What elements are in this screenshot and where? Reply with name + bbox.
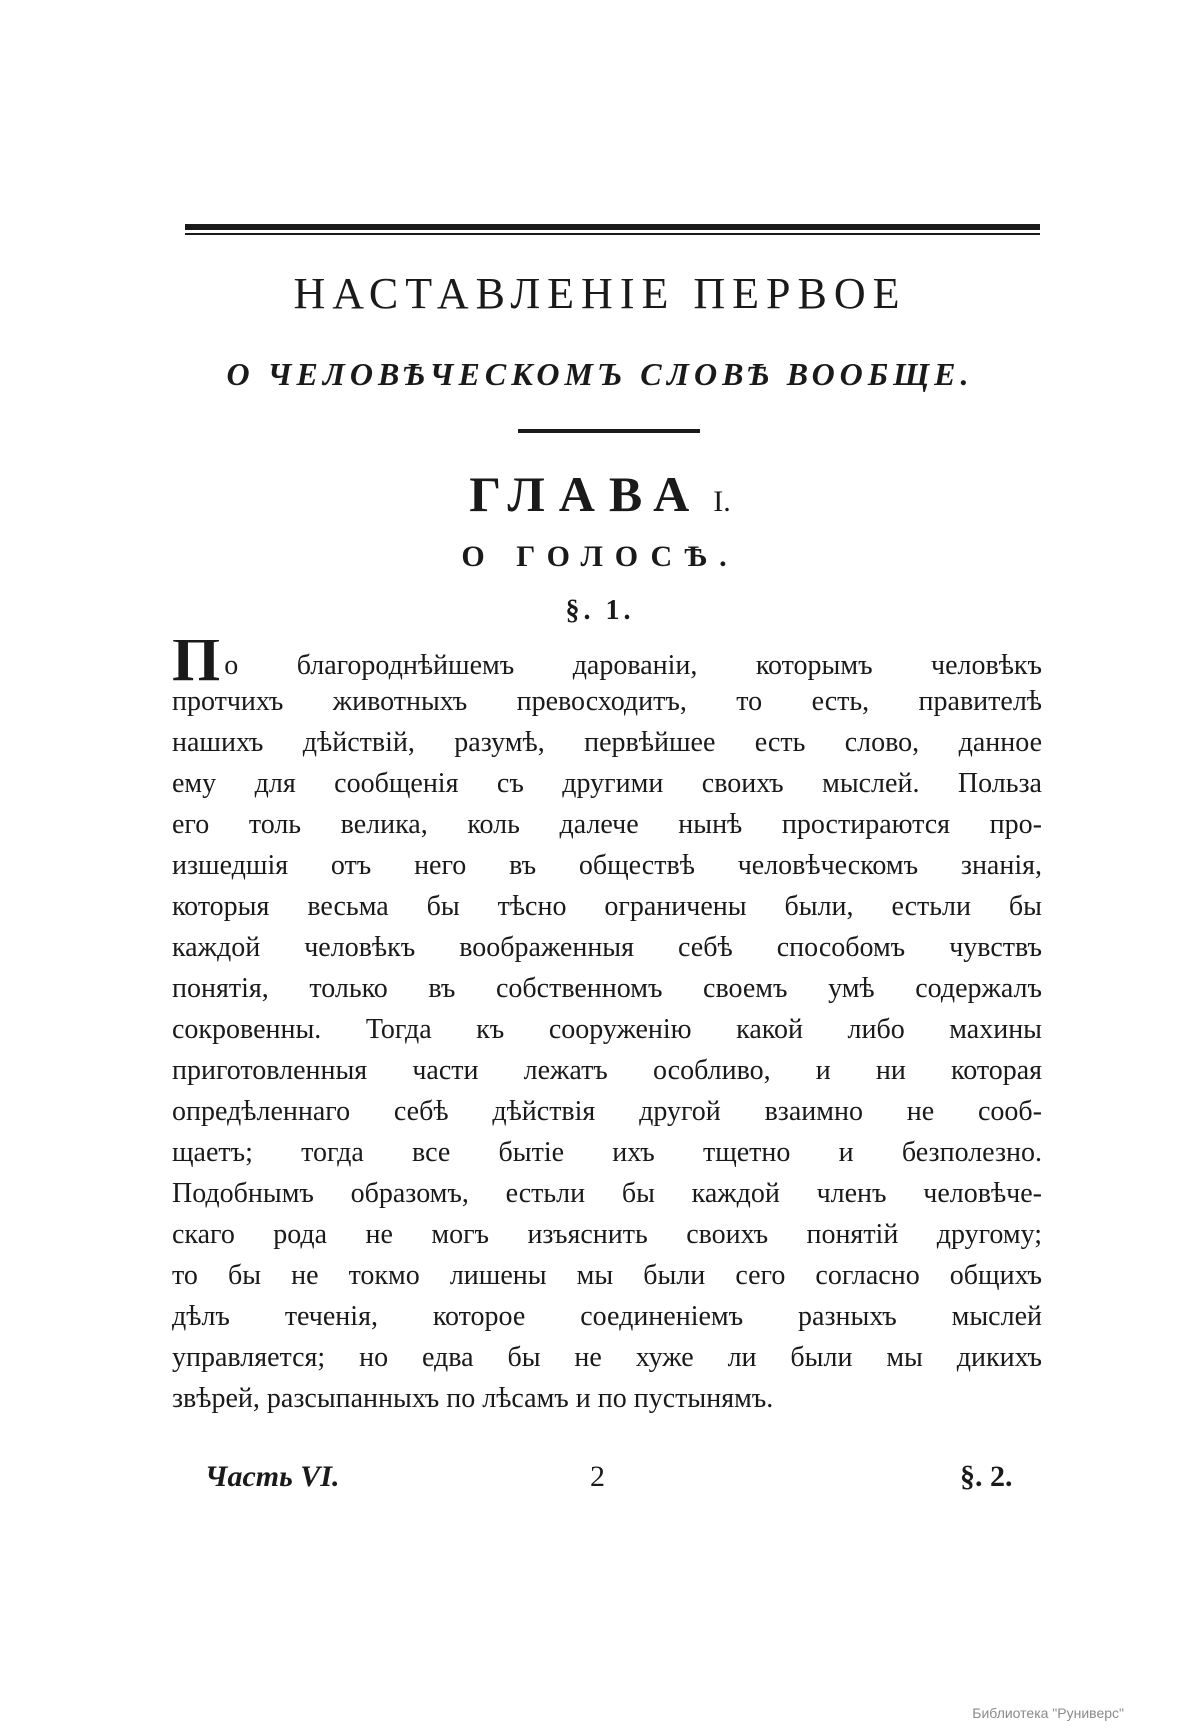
top-rule-thin bbox=[185, 233, 1040, 235]
top-double-rule bbox=[185, 224, 1040, 236]
drop-cap: П bbox=[172, 640, 221, 681]
text-line: протчихъ животныхъ превосходитъ, то есть, правителѣ bbox=[172, 686, 1042, 717]
chapter-label: ГЛАВА bbox=[469, 466, 704, 522]
text-line: изшедшія отъ него въ обществѣ человѣческомъ знанія, bbox=[172, 850, 1042, 881]
chapter-subheading: О ГОЛОСѢ. bbox=[461, 540, 739, 573]
text-line: его толь велика, коль далече нынѣ простираются про- bbox=[172, 809, 1042, 840]
catchword: §. 2. bbox=[960, 1460, 1013, 1493]
part-subtitle: О ЧЕЛОВѢЧЕСКОМЪ СЛОВѢ ВООБЩЕ. bbox=[226, 356, 974, 392]
text-line: понятія, только въ собственномъ своемъ умѣ содержалъ bbox=[172, 973, 1042, 1004]
text-line: щаетъ; тогда все бытіе ихъ тщетно и безполезно. bbox=[172, 1137, 1042, 1168]
top-rule-thick bbox=[185, 224, 1040, 230]
text-line: звѣрей, разсыпанныхъ по лѣсамъ и по пустынямъ. bbox=[172, 1383, 774, 1414]
middle-rule bbox=[518, 429, 700, 433]
text-line: нашихъ дѣйствій, разумѣ, первѣйшее есть слово, данное bbox=[172, 727, 1042, 758]
body-paragraph bbox=[172, 640, 1042, 1419]
text-line: то бы не токмо лишены мы были сего согласно общихъ bbox=[172, 1260, 1042, 1291]
part-title: НАСТАВЛЕНІЕ ПЕРВОЕ bbox=[293, 269, 907, 318]
text-line: приготовленныя части лежатъ особливо, и ни которая bbox=[172, 1055, 1042, 1086]
library-watermark: Библиотека "Руниверс" bbox=[972, 1705, 1124, 1721]
text-line: опредѣленнаго себѣ дѣйствія другой взаимно не сооб- bbox=[172, 1096, 1042, 1127]
signature-mark: Часть VI. bbox=[205, 1460, 340, 1493]
section-mark: §. 1. bbox=[565, 595, 635, 626]
text-line: скаго рода не могъ изъяснить своихъ понятій другому; bbox=[172, 1219, 1042, 1250]
chapter-heading bbox=[0, 465, 1200, 523]
text-line: каждой человѣкъ воображенныя себѣ способомъ чувствъ bbox=[172, 932, 1042, 963]
text-line: сокровенны. Тогда къ сооруженію какой либо махины bbox=[172, 1014, 1042, 1045]
text-line-content: о благороднѣйшемъ дарованіи, которымъ человѣкъ bbox=[224, 650, 1042, 681]
text-line: дѣлъ теченія, которое соединеніемъ разныхъ мыслей bbox=[172, 1301, 1042, 1332]
chapter-number: I. bbox=[713, 485, 731, 518]
text-line: Подобнымъ образомъ, естьли бы каждой членъ человѣче- bbox=[172, 1178, 1042, 1209]
text-line bbox=[172, 640, 1042, 681]
text-line: управляется; но едва бы не хуже ли были мы дикихъ bbox=[172, 1342, 1042, 1373]
text-line: ему для сообщенія съ другими своихъ мыслей. Польза bbox=[172, 768, 1042, 799]
text-line: которыя весьма бы тѣсно ограничены были, естьли бы bbox=[172, 891, 1042, 922]
page-number: 2 bbox=[590, 1460, 605, 1493]
